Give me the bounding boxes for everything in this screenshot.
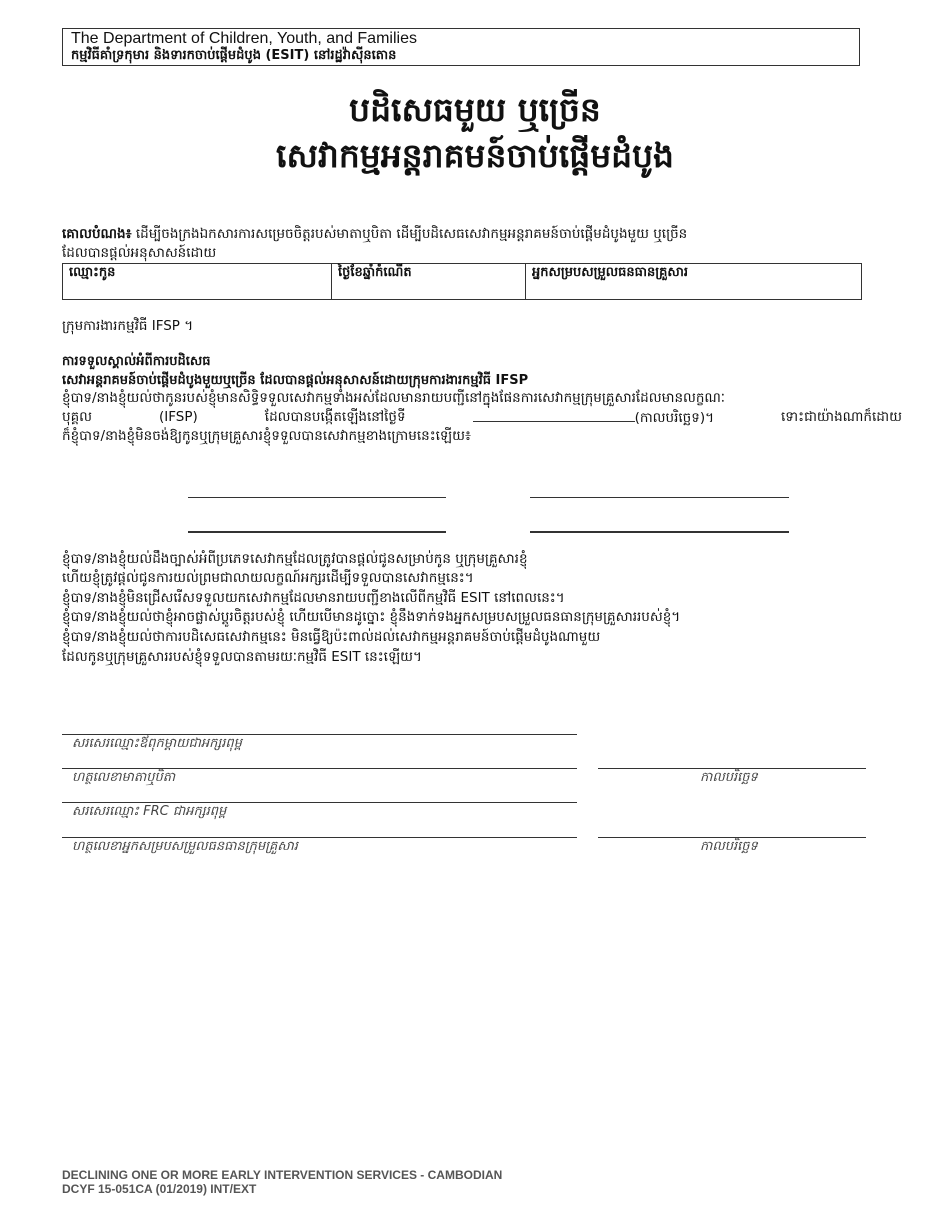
agency-name: The Department of Children, Youth, and Families	[71, 30, 417, 47]
notice-created-on: ដែលបានបង្កើតឡើងនៅថ្ងៃទី	[264, 409, 406, 425]
notice-line-2	[62, 408, 902, 428]
form-title-footer: DECLINING ONE OR MORE EARLY INTERVENTION SERVICES - CAMBODIAN	[62, 1168, 503, 1182]
parent-signature-line[interactable]	[62, 768, 577, 769]
purpose-line-1	[62, 225, 872, 244]
ifsp-date-label: (កាលបរិច្ឆេទ)។	[634, 410, 714, 426]
program-name: កម្មវិធីគាំទ្រកុមារ និងទារកចាប់ផ្តើមដំបូង (ESIT) នៅរដ្ឋវ៉ាស៊ីនតោន	[71, 48, 397, 63]
purpose-line-2: ដែលបានផ្តល់អនុសាសន៍ដោយ	[62, 245, 217, 261]
frc-signature-label: ហត្ថលេខាអ្នកសម្របសម្រួលធនធានក្រុមគ្រួសារ	[72, 839, 298, 854]
statement-line-4: ខ្ញុំបាទ/នាងខ្ញុំយល់ថាខ្ញុំអាចផ្លាស់ប្តូរចិត្តរបស់ខ្ញុំ ហើយបើមានដូច្នោះ ខ្ញុំនឹងទាក់ទងអ្នកសម្របសម្រួលធនធានក្រុមគ្រួសាររបស់ខ្ញុំ។	[62, 609, 681, 625]
child-name-field[interactable]	[63, 264, 331, 299]
declined-service-line-3[interactable]	[188, 531, 446, 533]
notice-heading-2: សេវាអន្តរាគមន៍ចាប់ផ្តើមដំបូងមួយឬច្រើន ដែលបានផ្តល់អនុសាសន៍ដោយក្រុមការងារកម្មវិធី IFSP	[62, 373, 529, 388]
ifsp-date-blank[interactable]	[473, 408, 635, 422]
frc-print-name-label: សរសេរឈ្មោះ FRC ជាអក្សរពុម្ព	[72, 804, 227, 819]
statement-line-3: ខ្ញុំបាទ/នាងខ្ញុំមិនជ្រើសរើសទទួលយកសេវាកម្មដែលមានរាយបញ្ជីខាងលើពីកម្មវិធី ESIT នៅពេលនេះ។	[62, 590, 565, 606]
frc-name-line[interactable]	[62, 802, 577, 803]
notice-individual: បុគ្គល	[62, 409, 92, 425]
coordinator-label: អ្នកសម្របសម្រួលធនធានគ្រួសារ	[532, 265, 689, 280]
parent-print-name-label: សរសេរឈ្មោះឪពុកម្តាយជាអក្សរពុម្ព	[72, 736, 242, 751]
birth-date-field[interactable]	[331, 264, 525, 299]
statement-line-2: ហើយខ្ញុំត្រូវផ្តល់ជូនការយល់ព្រមជាលាយលក្ខណ៍អក្សរដើម្បីទទួលបានសេវាកម្មនេះ។	[62, 570, 474, 586]
child-info-table	[62, 263, 862, 300]
declined-service-line-2[interactable]	[530, 497, 789, 498]
parent-name-line[interactable]	[62, 734, 577, 735]
notice-ifsp: (IFSP)	[159, 409, 198, 425]
child-name-label: ឈ្មោះកូន	[69, 265, 116, 280]
ifsp-team-text: ក្រុមការងារកម្មវិធី IFSP ។	[62, 318, 194, 334]
declined-service-line-1[interactable]	[188, 497, 446, 498]
notice-line-3: ក៏ខ្ញុំបាទ/នាងខ្ញុំមិនចង់ឱ្យកូនឬក្រុមគ្រួសារខ្ញុំទទួលបានសេវាកម្មខាងក្រោមនេះឡើយ៖	[62, 428, 471, 444]
purpose-text: ដើម្បីចងក្រងឯកសារការសម្រេចចិត្តរបស់មាតាឬបិតា ដើម្បីបដិសេធសេវាកម្មអន្តរាគមន៍ចាប់ផ្តើមដំបូងមួយ ឬច្រើន	[131, 226, 688, 242]
agency-header-box	[62, 28, 860, 66]
purpose-label: គោលបំណង៖	[62, 226, 132, 242]
page-title-line-1: បដិសេធមួយ ឬច្រើន	[349, 90, 601, 129]
statement-line-6: ដែលកូនឬក្រុមគ្រួសាររបស់ខ្ញុំទទួលបានតាមរយៈកម្មវិធី ESIT នេះឡើយ។	[62, 649, 422, 665]
statement-line-1: ខ្ញុំបាទ/នាងខ្ញុំយល់ដឹងច្បាស់អំពីប្រភេទសេវាកម្មដែលត្រូវបានផ្តល់ជូនសម្រាប់កូន ឬក្រុមគ្រួសារខ្ញុំ	[62, 551, 528, 567]
frc-signature-line[interactable]	[62, 837, 577, 838]
coordinator-field[interactable]	[525, 264, 861, 299]
parent-date-line[interactable]	[598, 768, 866, 769]
page-title-line-2: សេវាកម្មអន្តរាគមន៍ចាប់ផ្តើមដំបូង	[276, 136, 674, 175]
statement-line-5: ខ្ញុំបាទ/នាងខ្ញុំយល់ថាការបដិសេធសេវាកម្មនេះ មិនធ្វើឱ្យប៉ះពាល់ដល់សេវាកម្មអន្តរាគមន៍ចាប់ផ្តើមដំបូងណាមួយ	[62, 629, 601, 645]
frc-date-line[interactable]	[598, 837, 866, 838]
birth-date-label: ថ្ងៃខែឆ្នាំកំណើត	[338, 265, 412, 280]
parent-signature-label: ហត្ថលេខាមាតាឬបិតា	[72, 770, 176, 785]
notice-line-1: ខ្ញុំបាទ/នាងខ្ញុំយល់ថាកូនរបស់ខ្ញុំមានសិទ្ធិទទួលសេវាកម្មទាំងអស់ដែលមានរាយបញ្ជីនៅក្នុងផែនការសេវាកម្មក្រុមគ្រួសារដែលមានលក្ខណៈ	[62, 390, 726, 406]
notice-however: ទោះជាយ៉ាងណាក៏ដោយ	[781, 409, 902, 425]
frc-date-label: កាលបរិច្ឆេទ	[700, 839, 758, 854]
form-number-footer: DCYF 15-051CA (01/2019) INT/EXT	[62, 1182, 257, 1196]
parent-date-label: កាលបរិច្ឆេទ	[700, 770, 758, 785]
ifsp-date-field[interactable]	[473, 408, 714, 428]
notice-heading-1: ការទទួលស្គាល់អំពីការបដិសេធ	[62, 354, 211, 369]
declined-service-line-4[interactable]	[530, 531, 789, 533]
